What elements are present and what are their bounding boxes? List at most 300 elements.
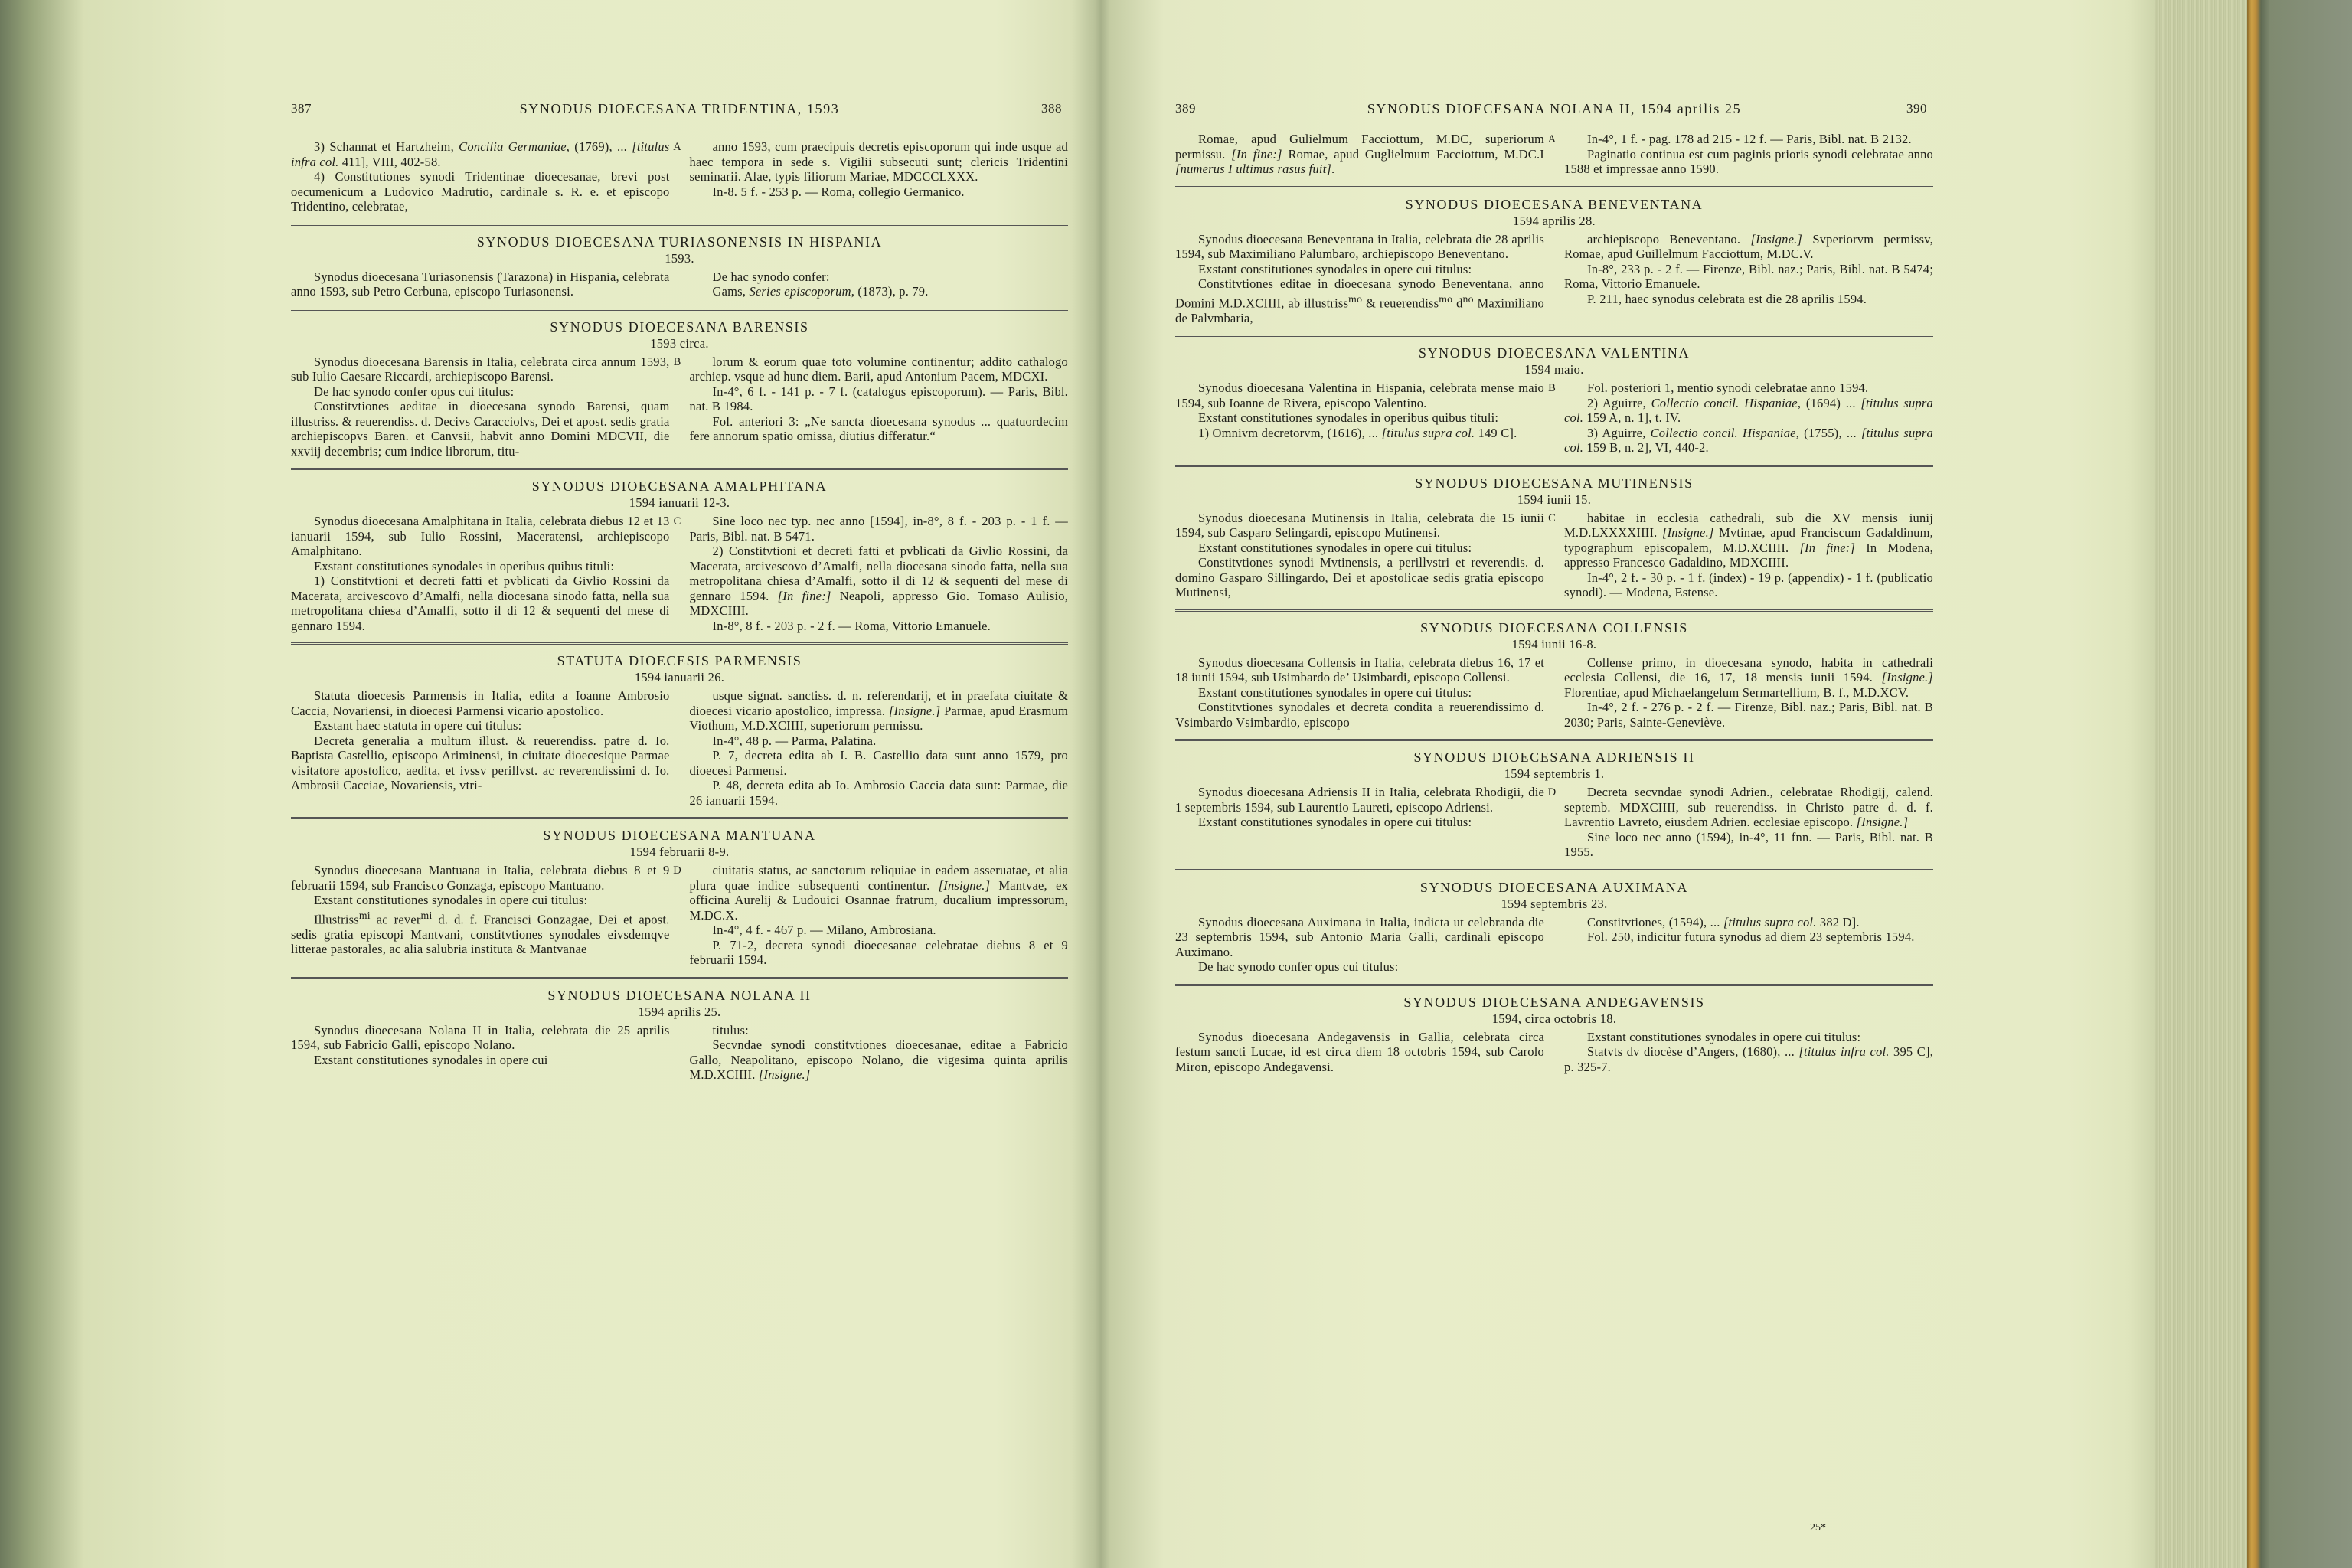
entry-date: 1594 februarii 8-9. [629, 844, 730, 859]
text-run: In-4°, 2 f. - 30 p. - 1 f. (index) - 19 p. (appendix) - 1 f. (publicatio synodi). — Modena, Estense. [1564, 570, 1933, 599]
two-column-text [1175, 232, 1933, 326]
text-run: Synodus dioecesana Nolana II in Italia, celebrata die 25 aprilis 1594, sub Fabricio Galli, episcopo Nolano. [291, 1022, 670, 1052]
text-run: De hac synodo confer opus cui titulus: [314, 384, 514, 399]
entry-date: 1594 septembris 23. [1501, 896, 1608, 911]
running-title: SYNODUS DIOECESANA TRIDENTINA, 1593 [519, 101, 840, 116]
text-run: In-4°, 4 f. - 467 p. — Milano, Ambrosiana. [712, 923, 936, 937]
section-divider [1175, 186, 1933, 188]
entry-paragraph [291, 573, 670, 633]
text-run: ciuitatis status, ac sanctorum reliquiae in eadem asseruatae, et alia plura quae indice subsequenti continentur. [689, 863, 1068, 893]
text-run: Exstant constitutiones synodales in opere cui titulus: [1198, 684, 1472, 700]
italic-text: [titulus supra col. [1564, 425, 1933, 455]
entry-paragraph [690, 778, 1069, 808]
running-title: SYNODUS DIOECESANA NOLANA II, 1594 aprilis 25 [1367, 101, 1742, 116]
entry-paragraph [291, 169, 670, 214]
text-run: Synodus dioecesana Barensis in Italia, celebrata circa annum 1593, sub Iulio Caesare Riccardi, archiepiscopo Barensi. [291, 354, 670, 384]
entry-title: SYNODUS DIOECESANA ANDEGAVENSIS [1403, 994, 1705, 1010]
text-run: Collense primo, in dioecesana synodo, habita in cathedrali ecclesia Collensi, die 16, 17, 18 mensis iunii 1594. [1564, 655, 1933, 684]
text-run: Decreta generalia a multum illust. & reuerendiss. patre d. Io. Baptista Castellio, episcopo Ariminensi, in ciuitate dioecesique Parmae visitatore apostolico, aedita, et ivssv perillvst. ac reverendissimi d. Io. Ambrosii Cacciae, Novariensis, vtri- [291, 733, 670, 792]
entry-date: 1594, circa octobris 18. [1491, 1011, 1617, 1026]
text-run: 1) Constitvtioni et decreti fatti et pvblicati da Givlio Rossini da Macerata, arcivescovo d’Amalfi, nella diocesana sinodo fatta, nella sua metropolitana chiesa d’Amalfi, sotto il di 12 & sequenti del mese di gennaro 1594. [291, 573, 670, 633]
text-run: Exstant constitutiones synodales in opere cui titulus: [1587, 1029, 1861, 1044]
italic-text: [Insigne.] [1750, 231, 1803, 247]
entry-paragraph [1175, 915, 1544, 960]
two-column-text [291, 688, 1068, 808]
entry-paragraph [291, 354, 670, 384]
entry-date: 1594 maio. [1524, 362, 1584, 377]
text-run: Constitvtiones synodi Mvtinensis, a perillvstri et reverendis. d. domino Gasparo Sillingardo, Dei et apostolicae sedis gratia episcopo Mutinensi, [1175, 555, 1544, 599]
text-run: . [1331, 162, 1335, 176]
text-run: & reuerendiss [1362, 296, 1439, 310]
entry-heading [1175, 879, 1933, 912]
text-run: Statvts dv diocèse d’Angers, (1680), ... [1587, 1044, 1799, 1059]
column-left [291, 863, 670, 968]
entry-paragraph [1564, 147, 1933, 177]
entry-date: 1594 iunii 16-8. [1511, 636, 1597, 652]
page-body [1175, 132, 1933, 1074]
running-head [1175, 98, 1933, 129]
two-column-text [291, 354, 1068, 459]
entry-paragraph [1564, 381, 1933, 396]
italic-text: [titulus infra col. [1798, 1044, 1890, 1059]
column-left [1175, 785, 1544, 860]
entry-title: SYNODUS DIOECESANA AMALPHITANA [531, 479, 828, 494]
column-left [1175, 511, 1544, 600]
margin-letter: B [1548, 382, 1556, 394]
italic-text: [numerus I ultimus rasus fuit] [1175, 162, 1332, 176]
page-number: 388 [1041, 101, 1062, 116]
italic-text: [titulus supra col. [1723, 914, 1817, 929]
text-run: Decreta secvndae synodi Adrien., celebratae Rhodigij, calend. septemb. MDXCIIII, sub reuerendiss. in Christo patre d. d. f. Lavrentio Lavreto, eiusdem Adrien. ecclesiae episcopo. [1564, 785, 1933, 829]
entry-paragraph [291, 139, 670, 169]
two-column-text [1175, 655, 1933, 730]
entry-paragraph [1175, 785, 1544, 815]
two-column-text [291, 1023, 1068, 1083]
entry-paragraph [1175, 815, 1544, 830]
text-run: Exstant haec statuta in opere cui titulus: [314, 718, 522, 733]
text-run: Romae, apud Guglielmum Facciottum, M.DC.I [1282, 146, 1544, 162]
text-run: Exstant constitutiones synodales in opere cui titulus: [1198, 261, 1472, 276]
text-run: Exstant constitutiones synodales in operibus quibus tituli: [314, 558, 615, 573]
italic-text: Collectio concil. Hispaniae [1651, 395, 1798, 410]
text-run: lorum & eorum quae toto volumine continentur; addito cathalogo archiep. vsque ad hunc diem. Barii, apud Antonium Pacem, MDCXI. [689, 354, 1068, 384]
entry-title: SYNODUS DIOECESANA VALENTINA [1418, 345, 1690, 361]
text-run: , (1873), p. 79. [851, 284, 929, 299]
entry-heading [291, 827, 1068, 860]
entry-paragraph [1564, 132, 1933, 147]
entry-date: 1593 circa. [650, 335, 709, 351]
entry-paragraph [1564, 292, 1933, 307]
entry-paragraph [1175, 410, 1544, 426]
entry-paragraph [291, 399, 670, 459]
text-run: 2) Aguirre, [1587, 395, 1651, 410]
text-run: Svperiorvm permissv, Romae, apud Guillelmum Facciottum, M.DC.V. [1564, 231, 1933, 261]
two-column-text [1175, 132, 1933, 177]
entry-paragraph [291, 1053, 670, 1068]
superscript-text: mi [420, 909, 433, 921]
text-run: 382 D]. [1816, 914, 1860, 929]
entry-paragraph [1564, 1044, 1933, 1074]
column-right [1564, 1030, 1933, 1075]
two-column-text [291, 514, 1068, 633]
entry-paragraph [291, 908, 670, 957]
entry-paragraph [291, 733, 670, 793]
column-right [690, 688, 1069, 808]
text-run: 2) Constitvtioni et decreti fatti et pvblicati da Givlio Rossini, da Macerata, arcivescovo d’Amalfi, nella diocesana sinodo fatta, nella sua metropolitana chiesa d’Amalfi, sotto il di 12 & sequenti del mese di gennaro 1594. [689, 544, 1068, 603]
entry-paragraph [1175, 1030, 1544, 1075]
signature-mark: 25* [1810, 1522, 1826, 1534]
entry-paragraph [690, 414, 1069, 444]
entry-paragraph [690, 748, 1069, 778]
entry-paragraph [1175, 511, 1544, 541]
entry-paragraph [1564, 570, 1933, 600]
margin-letter: D [1547, 786, 1557, 799]
entry-date: 1593. [665, 250, 694, 266]
right-page [1175, 0, 1933, 1568]
column-left [1175, 132, 1544, 177]
column-left [1175, 381, 1544, 456]
text-run: In-4°, 1 f. - pag. 178 ad 215 - 12 f. — Paris, Bibl. nat. B 2132. [1587, 132, 1912, 146]
entry-paragraph [291, 270, 670, 299]
section-divider [291, 817, 1068, 819]
entry-heading [1175, 196, 1933, 229]
text-run: anno 1593, cum praecipuis decretis episcoporum qui inde usque ad haec tempora in sede s. Vigilii subsecuti sunt; clericis Tridentini seminarii. Alae, typis filiorum Mariae, MDCCCLXXX. [689, 139, 1068, 184]
text-run: Neapoli, appresso Gio. Tomaso Aulisio, MDXCIIII. [689, 588, 1069, 618]
text-run: Synodus dioecesana Valentina in Hispania, celebrata mense maio 1594, sub Ioanne de Rivera, episcopo Valentino. [1175, 381, 1544, 410]
two-column-text [1175, 915, 1933, 975]
text-run: Exstant constitutiones synodales in operibus quibus tituli: [1198, 410, 1499, 425]
entry-heading [291, 478, 1068, 511]
entry-paragraph [690, 923, 1069, 938]
entry-heading [1175, 345, 1933, 377]
entry-paragraph [690, 284, 1069, 299]
book-cover [2247, 0, 2352, 1568]
text-run: , (1769), ... [566, 139, 632, 154]
section-divider [1175, 465, 1933, 467]
column-right [1564, 785, 1933, 860]
entry-paragraph [1175, 426, 1544, 441]
entry-title: SYNODUS DIOECESANA MUTINENSIS [1415, 475, 1694, 491]
entry-paragraph [1564, 511, 1933, 570]
text-run: Constitvtiones, (1594), ... [1587, 914, 1723, 929]
italic-text: [Insigne.] [758, 1067, 811, 1082]
italic-text: [titulus supra col. [1381, 425, 1475, 440]
left-page [291, 0, 1068, 1568]
entry-paragraph [690, 514, 1069, 544]
text-run: In-8. 5 f. - 253 p. — Roma, collegio Germanico. [712, 184, 965, 199]
margin-letter: A [673, 141, 681, 153]
entry-date: 1594 iunii 15. [1517, 492, 1592, 507]
italic-text: [Insigne.] [1856, 815, 1909, 829]
column-right [1564, 232, 1933, 326]
text-run: Fol. posteriori 1, mentio synodi celebratae anno 1594. [1587, 381, 1869, 395]
entry-paragraph [1175, 381, 1544, 410]
page-body [291, 139, 1068, 1083]
column-right [690, 514, 1069, 633]
section-divider [291, 642, 1068, 645]
text-run: Synodus dioecesana Mantuana in Italia, celebrata diebus 8 et 9 februarii 1594, sub Francisco Gonzaga, episcopo Mantuano. [291, 863, 670, 893]
text-run: Sine loco nec typ. nec anno [1594], in-8°, 8 f. - 203 p. - 1 f. — Paris, Bibl. nat. B 5471. [689, 514, 1068, 544]
text-run: Synodus dioecesana Collensis in Italia, celebrata diebus 16, 17 et 18 iunii 1594, sub Usimbardo de’ Usimbardi, episcopo Collensi. [1175, 655, 1544, 684]
italic-text: Collectio concil. Hispaniae [1650, 425, 1796, 440]
entry-paragraph [1564, 785, 1933, 830]
entry-paragraph [690, 270, 1069, 285]
text-run: Exstant constitutiones synodales in opere cui titulus: [314, 893, 588, 907]
text-run: Exstant constitutiones synodales in opere cui titulus: [1198, 540, 1472, 555]
entry-paragraph [1564, 232, 1933, 262]
entry-title: STATUTA DIOECESIS PARMENSIS [557, 653, 802, 668]
entry-date: 1594 ianuarii 12-3. [629, 495, 730, 510]
entry-heading [291, 652, 1068, 685]
italic-text: [Insigne.] [888, 703, 941, 718]
text-run: In-4°, 48 p. — Parma, Palatina. [712, 733, 877, 748]
two-column-text [1175, 511, 1933, 600]
text-run: P. 7, decreta edita ab I. B. Castellio data sunt anno 1579, pro dioecesi Parmensi. [689, 748, 1068, 778]
text-run: Synodus dioecesana Turiasonensis (Tarazona) in Hispania, celebrata anno 1593, sub Petro Cerbuna, episcopo Turiasonensi. [291, 269, 670, 299]
column-left [291, 270, 670, 299]
column-left [291, 354, 670, 459]
entry-paragraph [1564, 929, 1933, 945]
column-right [1564, 132, 1933, 177]
two-column-text [1175, 381, 1933, 456]
column-right [690, 1023, 1069, 1083]
entry-paragraph [690, 384, 1069, 414]
text-run: , (1755), ... [1795, 425, 1861, 440]
entry-paragraph [1175, 700, 1544, 730]
entry-heading [291, 318, 1068, 351]
italic-text: Concilia Germaniae [459, 139, 567, 154]
text-run: ac rever [370, 912, 421, 926]
text-run: d. d. f. Francisci Gonzagae, Dei et apost. sedis gratia episcopi Mantvani, constitvtiones synodales eivsdemqve litterae pastorales, ac alia salubria instituta & Mantvanae [291, 912, 670, 956]
entry-paragraph [690, 139, 1069, 185]
text-run: Synodus dioecesana Adriensis II in Italia, celebrata Rhodigii, die 1 septembris 1594, sub Laurentio Laureti, episcopo Adriensi. [1175, 785, 1544, 815]
running-head [291, 98, 1068, 129]
text-run: usque signat. sanctiss. d. n. referendarij, et in praefata ciuitate & dioecesi vicario apostolico, impressa. [689, 688, 1068, 718]
column-left [291, 688, 670, 808]
text-run: Mantvae, ex officina Aurelij & Ludouici Osannae fratrum, ducalium impressorum, M.DC.X. [689, 877, 1068, 923]
section-divider [291, 977, 1068, 979]
entry-paragraph [690, 1037, 1069, 1083]
entry-paragraph [1564, 700, 1933, 730]
text-run: 3) Aguirre, [1587, 425, 1651, 440]
margin-letter: D [673, 864, 681, 877]
section-divider [291, 224, 1068, 226]
entry-paragraph [690, 733, 1069, 749]
text-run: Paginatio continua est cum paginis prioris synodi celebratae anno 1588 et impressae anno 1590. [1564, 146, 1933, 176]
text-run: d [1452, 296, 1463, 310]
page-number: 387 [291, 101, 312, 116]
text-run: Romae, apud Gulielmum Facciottum, M.DC, superiorum permissu. [1175, 132, 1544, 162]
text-run: titulus: [712, 1022, 749, 1037]
entry-paragraph [1175, 959, 1544, 975]
column-left [291, 139, 670, 214]
column-right [690, 270, 1069, 299]
text-run: De hac synodo confer opus cui titulus: [1198, 959, 1399, 974]
text-run: 159 A, n. 1], t. IV. [1583, 410, 1681, 425]
entry-date: 1594 aprilis 28. [1513, 213, 1596, 228]
entry-paragraph [1175, 555, 1544, 600]
text-run: 159 B, n. 2], VI, 440-2. [1583, 440, 1709, 455]
text-run: Synodus dioecesana Amalphitana in Italia, celebrata diebus 12 et 13 ianuarii 1594, sub Iulio Rossini, Maceratensi, archiepiscopo Amalphitano. [291, 514, 670, 558]
entry-paragraph [690, 619, 1069, 634]
page-edges [2155, 0, 2247, 1568]
entry-title: SYNODUS DIOECESANA BENEVENTANA [1405, 196, 1704, 212]
entry-paragraph [1564, 426, 1933, 456]
text-run: Sine loco nec anno (1594), in-4°, 11 fnn. — Paris, Bibl. nat. B 1955. [1564, 829, 1933, 859]
text-run: archiepiscopo Beneventano. [1587, 231, 1751, 247]
text-run: Constitvtiones editae in dioecesana synodo Beneventana, anno Domini M.D.XCIIII, ab illustriss [1175, 276, 1544, 310]
text-run: Mvtinae, apud Franciscum Gadaldinum, typographum episcopalem, M.D.XCIIII. [1564, 525, 1933, 555]
text-run: P. 71-2, decreta synodi dioecesanae celebratae diebus 8 et 9 februarii 1594. [689, 937, 1068, 967]
entry-paragraph [1175, 262, 1544, 277]
entry-paragraph [1564, 262, 1933, 292]
section-divider [1175, 984, 1933, 986]
entry-paragraph [291, 863, 670, 893]
two-column-text [291, 139, 1068, 214]
text-run: P. 48, decreta edita ab Io. Ambrosio Caccia data sunt: Parmae, die 26 ianuarii 1594. [689, 778, 1068, 808]
margin-letter: B [673, 355, 681, 368]
column-right [1564, 381, 1933, 456]
entry-title: SYNODUS DIOECESANA TURIASONENSIS IN HISPANIA [476, 234, 883, 250]
entry-paragraph [291, 1023, 670, 1053]
entry-paragraph [1564, 396, 1933, 426]
entry-paragraph [291, 559, 670, 574]
section-divider [1175, 869, 1933, 871]
italic-text: [Insigne.] [938, 877, 991, 893]
text-run: Constitvtiones synodales et decreta condita a reuerendissimo d. Vsimbardo Vsimbardio, episcopo [1175, 700, 1544, 730]
entry-paragraph [291, 514, 670, 559]
page-number: 389 [1175, 101, 1196, 116]
entry-heading [1175, 619, 1933, 652]
text-run: Synodus dioecesana Mutinensis in Italia, celebrata die 15 iunii 1594, sub Casparo Selingardi, episcopo Mutinensi. [1175, 510, 1544, 540]
section-divider [1175, 609, 1933, 612]
text-run: Parmae, apud Erasmum Viothum, M.D.XCIIII, superiorum permissu. [689, 703, 1068, 733]
entry-title: SYNODUS DIOECESANA NOLANA II [547, 987, 812, 1003]
entry-title: SYNODUS DIOECESANA COLLENSIS [1420, 619, 1688, 635]
column-left [1175, 232, 1544, 326]
entry-date: 1594 ianuarii 26. [634, 670, 725, 684]
entry-paragraph [1564, 655, 1933, 701]
entry-heading [1175, 475, 1933, 508]
entry-date: 1594 aprilis 25. [638, 1004, 721, 1019]
text-run: habitae in ecclesia cathedrali, sub die XV mensis iunij M.D.LXXXXIIII. [1564, 510, 1933, 540]
superscript-text: mo [1348, 292, 1363, 305]
section-divider [291, 309, 1068, 311]
text-run: In-4°, 2 f. - 276 p. - 2 f. — Firenze, Bibl. naz.; Paris, Bibl. nat. B 2030; Paris, Sainte-Geneviève. [1564, 700, 1933, 730]
column-left [291, 514, 670, 633]
entry-paragraph [1175, 276, 1544, 325]
entry-title: SYNODUS DIOECESANA AUXIMANA [1419, 879, 1689, 895]
text-run: Fol. 250, indicitur futura synodus ad diem 23 septembris 1594. [1587, 929, 1915, 944]
entry-paragraph [690, 354, 1069, 384]
text-run: , (1694) ... [1797, 395, 1861, 410]
text-run: Florentiae, apud Michaelangelum Sermartellium, B. f., M.D.XCV. [1564, 684, 1909, 700]
page-number: 390 [1906, 101, 1927, 116]
entry-paragraph [291, 893, 670, 908]
text-run: Statuta dioecesis Parmensis in Italia, edita a Ioanne Ambrosio Caccia, Novariensi, in dioecesi Parmensi vicario apostolico. [291, 688, 670, 718]
italic-text: [In fine:] [1231, 146, 1282, 162]
column-left [1175, 1030, 1544, 1075]
text-run: Exstant constitutiones synodales in opere cui titulus: [1198, 815, 1472, 829]
entry-title: SYNODUS DIOECESANA ADRIENSIS II [1413, 750, 1695, 765]
entry-paragraph [690, 544, 1069, 619]
section-divider [1175, 739, 1933, 741]
two-column-text [1175, 785, 1933, 860]
entry-paragraph [291, 688, 670, 718]
column-right [1564, 655, 1933, 730]
italic-text: [In fine:] [777, 588, 831, 603]
text-run: Constitvtiones aeditae in dioecesana synodo Barensi, quam illustriss. & reuerendiss. d. Decivs Caracciolvs, Dei et apost. sedis gratia archiepiscopvs Baren. et Canvsii, habvit anno Domini MDCVII, die xxviij decembris; cum indice librorum, titu- [291, 399, 670, 459]
entry-title: SYNODUS DIOECESANA BARENSIS [550, 318, 809, 335]
text-run: In-8°, 8 f. - 203 p. - 2 f. — Roma, Vittorio Emanuele. [712, 618, 991, 633]
superscript-text: no [1462, 292, 1474, 305]
entry-date: 1594 septembris 1. [1504, 766, 1605, 781]
text-run: Illustriss [314, 912, 359, 926]
entry-paragraph [690, 688, 1069, 733]
text-run: Fol. anteriori 3: „Ne sancta dioecesana synodus ... quatuordecim fere annorum spatio omissa, diutius differatur.“ [689, 413, 1068, 443]
entry-paragraph [291, 384, 670, 400]
column-right [690, 863, 1069, 968]
text-run: De hac synodo confer: [712, 269, 830, 284]
column-left [1175, 915, 1544, 975]
text-run: Gams, [712, 284, 750, 299]
entry-paragraph [1175, 132, 1544, 177]
entry-paragraph [690, 863, 1069, 923]
section-divider [291, 468, 1068, 470]
text-run: 411], VIII, 402-58. [338, 154, 441, 169]
column-right [690, 139, 1069, 214]
text-run: In-4°, 6 f. - 141 p. - 7 f. (catalogus episcoporum). — Paris, Bibl. nat. B 1984. [689, 384, 1068, 413]
margin-letter: A [1547, 133, 1557, 145]
italic-text: [Insigne.] [1881, 670, 1933, 684]
italic-text: [titulus infra col. [291, 139, 670, 169]
column-right [1564, 915, 1933, 975]
text-run: Synodus dioecesana Auximana in Italia, indicta ut celebranda die 23 septembris 1594, sub Antonio Maria Galli, cardinali episcopo Auximano. [1175, 914, 1544, 959]
entry-paragraph [1564, 915, 1933, 930]
column-left [1175, 655, 1544, 730]
entry-paragraph [1175, 232, 1544, 262]
entry-heading [1175, 994, 1933, 1027]
entry-paragraph [291, 718, 670, 733]
text-run: Synodus dioecesana Beneventana in Italia, celebrata die 28 aprilis 1594, sub Maximiliano Palumbaro, archiepiscopo Beneventano. [1175, 231, 1544, 261]
text-run: Exstant constitutiones synodales in opere cui [314, 1052, 548, 1067]
column-right [1564, 511, 1933, 600]
entry-heading [291, 234, 1068, 266]
entry-paragraph [690, 1023, 1069, 1038]
italic-text: [In fine:] [1799, 540, 1856, 555]
entry-paragraph [690, 938, 1069, 968]
text-run: 4) Constitutiones synodi Tridentinae dioecesanae, brevi post oecumenicum a Ludovico Madrutio, cardinale s. R. e. et episcopo Tridentino, celebratae, [291, 169, 670, 214]
section-divider [1175, 335, 1933, 337]
text-run: Secvndae synodi constitvtiones dioecesanae, editae a Fabricio Gallo, Neapolitano, episcopo Nolano, die vigesima quinta aprilis M.D.XCIIII. [689, 1037, 1068, 1082]
two-column-text [1175, 1030, 1933, 1075]
margin-letter: C [1548, 511, 1556, 524]
italic-text: [titulus supra col. [1564, 395, 1933, 425]
text-run: 149 C]. [1475, 425, 1517, 440]
two-column-text [291, 270, 1068, 299]
text-run: 395 C], p. 325-7. [1564, 1044, 1933, 1074]
superscript-text: mo [1439, 292, 1453, 305]
italic-text: [Insigne.] [1661, 525, 1714, 540]
entry-title: SYNODUS DIOECESANA MANTUANA [543, 828, 816, 843]
entry-paragraph [1564, 830, 1933, 860]
entry-paragraph [690, 185, 1069, 200]
column-left [291, 1023, 670, 1083]
text-run: P. 211, haec synodus celebrata est die 28 aprilis 1594. [1587, 291, 1867, 306]
italic-text: Series episcoporum [749, 284, 851, 299]
text-run: Synodus dioecesana Andegavensis in Gallia, celebrata circa festum sancti Lucae, id est circa diem 18 octobris 1594, sub Carolo Miron, episcopo Andegavensi. [1175, 1029, 1544, 1074]
text-run: 1) Omnivm decretorvm, (1616), ... [1198, 425, 1382, 440]
